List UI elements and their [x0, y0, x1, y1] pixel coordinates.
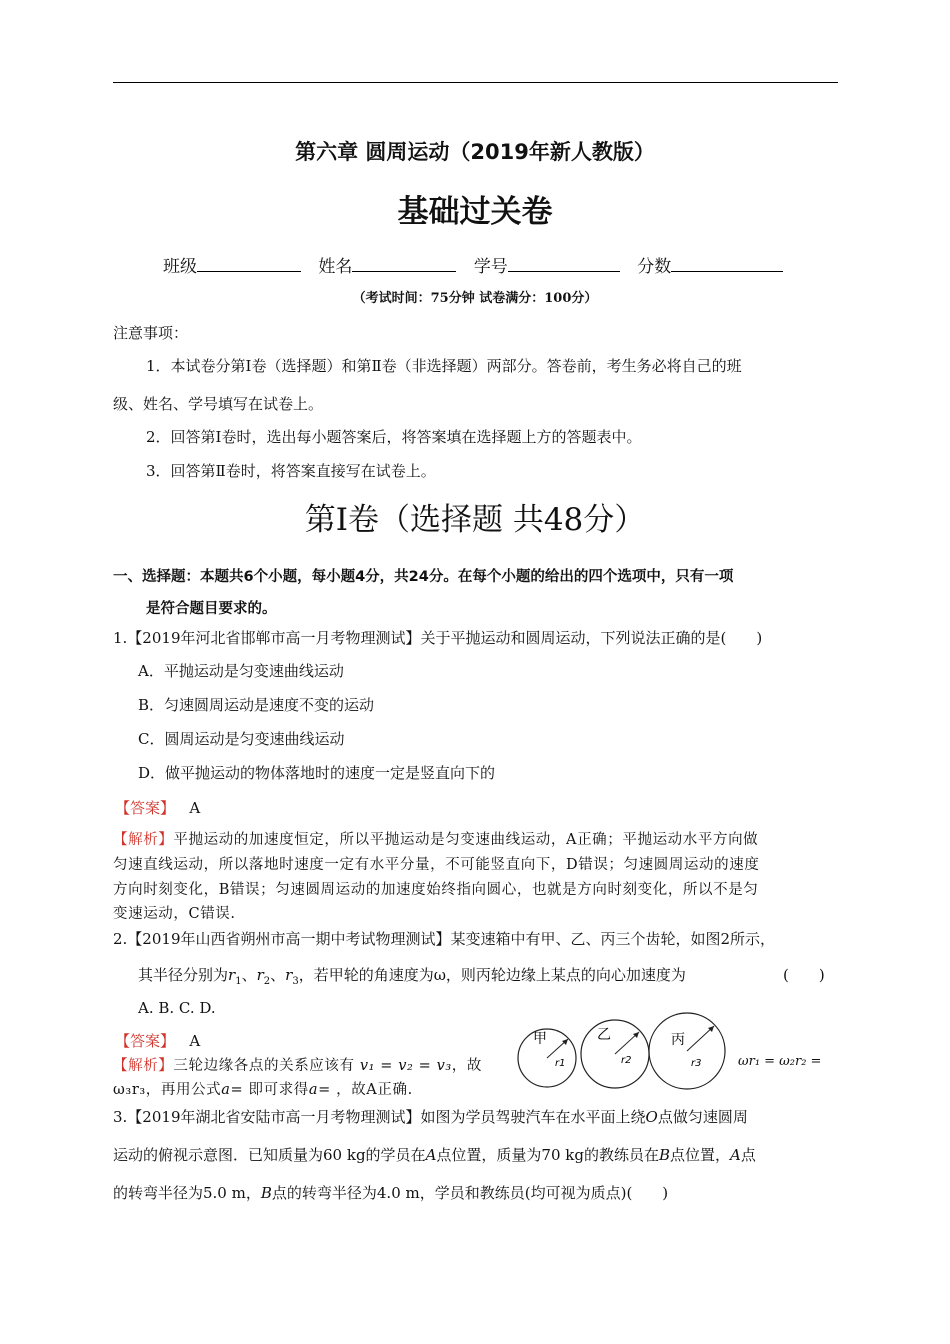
- stem-text: ，若甲轮的角速度为ω，则丙轮边缘上某点的向心加速度为: [298, 966, 686, 984]
- stem-text: 点位置，: [670, 1146, 731, 1164]
- name-field[interactable]: [352, 255, 456, 272]
- analysis-text: = 即可求得: [230, 1082, 309, 1098]
- r2-sub: 2: [263, 976, 271, 987]
- student-info-fields: [163, 252, 795, 277]
- r3-var: r: [285, 966, 293, 984]
- notice-item-1-cont: 级、姓名、学号填写在试卷上。: [113, 395, 324, 413]
- q1-answer: [115, 797, 200, 818]
- notice-heading: 注意事项：: [113, 324, 189, 342]
- separator: 、: [241, 966, 257, 984]
- q2-options: A. B. C. D.: [138, 999, 216, 1017]
- q1-option-d: D．做平抛运动的物体落地时的速度一定是竖直向下的: [138, 764, 496, 782]
- r3-sub: 3: [292, 976, 299, 987]
- q2-stem-line-2: [138, 964, 686, 987]
- part1-heading-cont: 是符合题目要求的。: [146, 601, 277, 617]
- q3-stem-line-2: [113, 1144, 756, 1165]
- chapter-title: 第六章 圆周运动（2019年新人教版）: [295, 140, 655, 164]
- stem-text: 运动的俯视示意图．已知质量为60 kg的学员在: [113, 1146, 426, 1164]
- q1-analysis-line-1: [113, 828, 758, 849]
- q1-analysis-line-3: 方向时刻变化，B错误；匀速圆周运动的加速度始终指向圆心，也就是方向时刻变化，所以不是匀: [113, 882, 759, 898]
- analysis-tag: 【解析】: [113, 832, 174, 848]
- q2-analysis-line-2: [113, 1078, 413, 1099]
- q1-option-b: B．匀速圆周运动是速度不变的运动: [138, 696, 375, 714]
- r1-var: r: [228, 966, 236, 984]
- point-b: B: [260, 1184, 272, 1202]
- stem-text: 点: [740, 1146, 756, 1164]
- gear-label-bing: 丙: [671, 1032, 685, 1048]
- section-title: 第Ⅰ卷（选择题 共48分）: [304, 502, 646, 538]
- answer-tag: 【答案】: [115, 1032, 176, 1050]
- notice-item-1: 1．本试卷分第Ⅰ卷（选择题）和第Ⅱ卷（非选择题）两部分。答卷前，考生务必将自己的班: [146, 357, 742, 375]
- stem-text: 的转弯半径为5.0 m，: [113, 1184, 261, 1202]
- answer-tag: 【答案】: [115, 799, 176, 817]
- answer-value: A: [189, 799, 201, 817]
- stem-text: 点的转弯半径为4.0 m，学员和教练员(均可视为质点)( ): [271, 1184, 669, 1202]
- id-field[interactable]: [508, 255, 620, 272]
- q2-answer: [115, 1030, 200, 1051]
- class-field[interactable]: [197, 255, 301, 272]
- q2-stem-line-1: 2.【2019年山西省朔州市高一期中考试物理测试】某变速箱中有甲、乙、丙三个齿轮，如图2所示，: [113, 930, 776, 948]
- gears-figure: [515, 1006, 735, 1098]
- point-a: A: [425, 1146, 437, 1164]
- separator: 、: [270, 966, 286, 984]
- velocity-equation: v₁ = v₂ = v₃: [359, 1058, 452, 1074]
- r1-sub: 1: [235, 976, 242, 987]
- gear-label-jia: 甲: [533, 1031, 547, 1047]
- r2-var: r: [256, 966, 264, 984]
- q1-option-c: C．圆周运动是匀变速曲线运动: [138, 730, 345, 748]
- q1-stem: 1.【2019年河北省邯郸市高一月考物理测试】关于平抛运动和圆周运动，下列说法正确的是( ): [113, 629, 763, 647]
- point-o: O: [645, 1108, 658, 1126]
- stem-text: 点做匀速圆周: [657, 1108, 748, 1126]
- score-field[interactable]: [671, 255, 783, 272]
- q2-omega-relation: ωr₁ = ω₂r₂ =: [738, 1054, 822, 1069]
- q3-stem-line-1: [113, 1106, 748, 1127]
- analysis-text: ω₃r₃，再用公式: [113, 1082, 222, 1098]
- top-rule: [113, 82, 838, 83]
- answer-value: A: [189, 1032, 201, 1050]
- gear-label-yi: 乙: [597, 1027, 611, 1043]
- q1-option-a: A．平抛运动是匀变速曲线运动: [138, 662, 344, 680]
- a-var: a: [308, 1082, 319, 1098]
- q1-analysis-line-2: 匀速直线运动，所以落地时速度一定有水平分量，不可能竖直向下，D错误；匀速圆周运动的速度: [113, 857, 760, 873]
- analysis-text: 三轮边缘各点的关系应该有: [173, 1058, 355, 1074]
- point-a: A: [730, 1146, 741, 1164]
- radius-label-r1: r1: [555, 1058, 566, 1069]
- analysis-tag: 【解析】: [113, 1058, 174, 1074]
- exam-time-info: （考试时间：75分钟 试卷满分：100分）: [352, 291, 598, 306]
- radius-label-r3: r3: [691, 1058, 702, 1069]
- analysis-text: = ，故A正确.: [318, 1082, 413, 1098]
- stem-text: 3.【2019年湖北省安陆市高一月考物理测试】如图为学员驾驶汽车在水平面上绕: [113, 1108, 646, 1126]
- point-b: B: [658, 1146, 670, 1164]
- name-label: 姓名: [318, 257, 353, 277]
- class-label: 班级: [163, 257, 197, 277]
- stem-text: 其半径分别为: [138, 966, 229, 984]
- notice-item-3: 3．回答第Ⅱ卷时，将答案直接写在试卷上。: [146, 462, 436, 480]
- notice-item-2: 2．回答第Ⅰ卷时，选出每小题答案后，将答案填在选择题上方的答题表中。: [146, 428, 642, 446]
- id-label: 学号: [473, 257, 508, 277]
- q1-analysis-line-4: 变速运动，C错误.: [113, 906, 236, 922]
- analysis-text: 平抛运动的加速度恒定，所以平抛运动是匀变速曲线运动，A正确；平抛运动水平方向做: [173, 832, 759, 848]
- q3-stem-line-3: [113, 1182, 668, 1203]
- part1-heading: 一、选择题：本题共6个小题，每小题4分，共24分。在每个小题的给出的四个选项中，只有一项: [113, 569, 734, 585]
- q2-analysis-line-1: [113, 1054, 482, 1075]
- q2-paren: ( ): [783, 966, 825, 984]
- radius-label-r2: r2: [621, 1055, 632, 1066]
- score-label: 分数: [637, 257, 672, 277]
- stem-text: 点位置，质量为70 kg的教练员在: [436, 1146, 659, 1164]
- a-var: a: [221, 1082, 231, 1098]
- analysis-text: ，故: [451, 1058, 482, 1074]
- exam-title: 基础过关卷: [397, 194, 553, 230]
